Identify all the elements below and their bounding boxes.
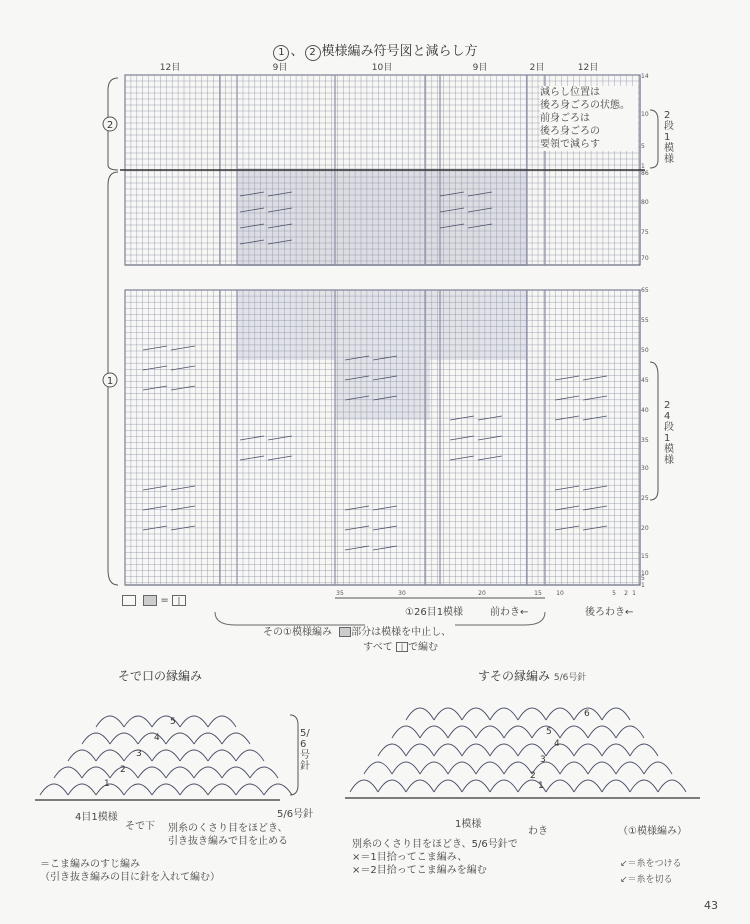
pattern-repeat-label: ①26目1模様 [405,607,464,618]
two-rows-note: 2段1模様 [664,110,674,165]
chain-loop [208,750,236,761]
bottom-tick: 10 [556,590,564,597]
chain-loop [420,726,448,738]
sleeve-edge-diagram [30,680,330,810]
chain-loop [194,767,222,778]
page-number: 43 [704,899,718,912]
chain-loop [616,726,644,738]
row-num: 65 [641,287,649,294]
chain-loop [588,726,616,738]
row-num: 45 [641,377,649,384]
cable-mark [450,436,502,440]
title-text: 模様編み符号図と減らし方 [321,44,478,59]
chain-loop [124,784,152,795]
round-num: 3 [540,755,546,765]
chain-loop [574,780,602,792]
chain-loop [574,744,602,756]
cable-mark [555,396,607,400]
legend-symbol: | [396,642,408,652]
bottom-legend-line: ＝こま編みのすじ編み [40,859,140,870]
row-num: 5 [641,143,645,150]
legend-symbol: | [172,595,186,606]
row-num: 86 [641,170,649,177]
round-num: 3 [136,749,142,759]
chain-loop [406,744,434,756]
chain-loop [420,762,448,774]
chain-loop [364,762,392,774]
chain-loop [560,762,588,774]
sleeve-note-text: で編む [408,642,438,653]
bottom-legend [40,858,220,884]
cut-text: ＝糸を切る [627,875,673,885]
row-num: 5 [641,575,645,582]
right-bracket-2-rows [650,110,658,168]
row-num: 80 [641,199,649,206]
cable-mark [555,376,607,380]
chain-loop [152,716,180,727]
cable-mark [143,386,195,390]
attach-legend [620,856,682,869]
round-num: 5 [170,717,176,727]
count-10: 10目 [371,63,393,73]
sleeve-pattern-note [263,625,451,655]
shaded-square-icon [339,627,351,637]
row-num: 15 [641,553,649,560]
chain-loop [264,784,292,795]
chain-loop [222,767,250,778]
round-num: 4 [554,739,560,749]
decrease-note-line: 減らし位置は [540,87,600,98]
row-num: 14 [641,73,649,80]
row-num: 1 [641,163,645,170]
back-side-text: 後ろわき [585,607,625,618]
bottom-tick: 2 [624,590,628,597]
row-num: 10 [641,570,649,577]
chain-loop [406,708,434,720]
shaded-area-top [237,168,527,266]
chain-loop [68,750,96,761]
chain-loop [378,744,406,756]
decrease-note-line: 後ろ身ごろの [540,126,600,137]
hem-instruction-line: 別糸のくさり目をほどき、5/6号針で [352,839,518,850]
circle-marker-2: 2 [305,45,321,61]
back-side-label [585,603,633,618]
hem-instruction-x1: ×＝1目拾ってこま編み、 [352,852,468,863]
round-num: 6 [584,709,590,719]
chain-loop [658,780,686,792]
chain-loop [546,780,574,792]
hem-instruction [352,838,518,877]
chain-loop [138,767,166,778]
legend-equals: = [160,595,169,606]
chain-loop [630,744,658,756]
hem-edge-title-text: すその縁編み [478,669,551,683]
round-num: 2 [530,771,536,781]
blank-square-icon [122,595,136,606]
chain-loop [96,750,124,761]
chain-loop [434,708,462,720]
chain-loop [602,744,630,756]
chain-loop [350,780,378,792]
left-marker-1: 1 [106,376,114,387]
arrow-icon: ← [625,607,634,618]
bottom-tick: 15 [534,590,542,597]
chain-loop [96,716,124,727]
chain-loop [434,780,462,792]
sleeve-instruction [168,822,288,848]
front-side-label [490,603,528,618]
chain-loop [152,784,180,795]
decrease-note-line: 要領で減らす [540,139,600,150]
chain-loop [504,726,532,738]
shaded-square-icon [143,595,157,606]
round-num: 1 [538,781,544,791]
round-num: 5 [546,727,552,737]
chain-loop [222,733,250,744]
chain-loop [644,762,672,774]
chain-loop [392,762,420,774]
decrease-note [540,86,638,151]
bottom-tick: 1 [632,590,636,597]
attach-icon: ↙ [620,859,628,869]
chain-loop [236,750,264,761]
sleeve-note-line-1 [263,625,451,640]
sleeve-needle-label: 5/6号針 [300,728,310,772]
bottom-legend-line: （引き抜き編みの目に針を入れて編む） [40,872,220,883]
cable-mark [143,486,195,490]
circle-marker-1: 1 [273,45,289,61]
chain-loop [180,750,208,761]
sleeve-one-pattern: 4目1模様 [75,812,118,823]
bottom-tick: 5 [612,590,616,597]
sleeve-note-text: すべて [363,642,393,653]
chain-loop [194,733,222,744]
chain-loop [68,784,96,795]
chain-loop [54,767,82,778]
chain-loop [616,762,644,774]
chain-loop [546,708,574,720]
row-num: 20 [641,525,649,532]
round-num: 2 [120,765,126,775]
chain-loop [560,726,588,738]
count-9b: 9目 [472,63,488,73]
chain-loop [490,744,518,756]
cable-mark [555,486,607,490]
count-12a: 12目 [159,63,181,73]
row-num: 50 [641,347,649,354]
cable-mark [143,346,195,350]
sleeve-instruction-line: 別糸のくさり目をほどき、 [168,823,288,834]
row-num: 40 [641,407,649,414]
chain-loop [180,784,208,795]
bottom-tick: 35 [336,590,344,597]
chain-loop [180,716,208,727]
bottom-tick: 30 [398,590,406,597]
sleeve-needle-side: 5/6号針 [277,809,314,820]
chain-loop [462,708,490,720]
chain-loop [250,767,278,778]
row-num: 30 [641,465,649,472]
chain-loop [448,726,476,738]
round-num: 4 [154,733,160,743]
sleeve-instruction-line: 引き抜き編みで目を止める [168,836,288,847]
round-num: 1 [104,779,110,789]
hem-one-pattern: 1模様 [455,819,482,830]
cut-icon: ↙ [620,875,628,885]
cable-mark [450,456,502,460]
chain-loop [152,750,180,761]
chain-loop [82,767,110,778]
chain-loop [532,762,560,774]
hem-pattern-ref: （①模様編み） [618,826,687,837]
chain-loop [602,708,630,720]
count-9a: 9目 [272,63,288,73]
chain-loop [406,780,434,792]
chain-loop [82,733,110,744]
chain-loop [462,780,490,792]
shaded-area-mid [237,290,527,360]
twentyfour-rows-note: 24段1模様 [664,400,674,466]
chain-loop [588,762,616,774]
row-num: 55 [641,317,649,324]
chain-loop [110,733,138,744]
chain-loop [518,708,546,720]
chain-loop [236,784,264,795]
sleeve-bottom-label: そで下 [125,821,155,832]
chain-loop [208,784,236,795]
chain-loop [448,762,476,774]
symbol-legend [122,593,186,609]
chain-loop [476,726,504,738]
sleeve-edge-title: そで口の縁編み [118,669,203,683]
chain-loop [434,744,462,756]
row-num: 10 [641,111,649,118]
row-num: 70 [641,255,649,262]
chain-loop [546,744,574,756]
chain-loop [138,733,166,744]
row-num: 35 [641,437,649,444]
title-separator: 、 [290,44,304,59]
hem-needle: 5/6号針 [553,673,587,683]
chain-loop [166,733,194,744]
needle-bracket [290,715,298,795]
left-marker-2: 2 [106,120,114,131]
chain-loop [462,744,490,756]
bottom-tick: 20 [478,590,486,597]
chain-loop [392,726,420,738]
chain-loop [490,708,518,720]
sleeve-note-text: その①模様編み [263,627,332,638]
chain-loop [378,780,406,792]
decrease-note-line: 後ろ身ごろの状態。 [540,100,630,111]
front-side-text: 前わき [490,607,520,618]
chain-loop [40,784,68,795]
chain-loop [208,716,236,727]
hem-edge-diagram [340,680,710,810]
sleeve-note-text: 部分は模様を中止し、 [351,627,452,638]
attach-text: ＝糸をつける [627,859,682,869]
hem-instruction-x2: ×＝2目拾ってこま編みを編む [352,865,487,876]
chain-loop [166,767,194,778]
cable-mark [345,546,397,550]
chain-loop [504,762,532,774]
row-num: 25 [641,495,649,502]
sleeve-note-line-2 [263,640,451,655]
chain-loop [476,762,504,774]
count-2: 2目 [529,63,545,73]
hem-side-label: わき [528,826,548,837]
row-num: 1 [641,582,645,589]
count-12b: 12目 [577,63,599,73]
cut-legend [620,872,673,885]
decrease-note-line: 前身ごろは [540,113,590,124]
chain-loop [96,784,124,795]
chain-loop [124,716,152,727]
arrow-icon: ← [520,607,529,618]
chain-loop [630,780,658,792]
chain-loop [602,780,630,792]
row-num: 75 [641,229,649,236]
chain-loop [490,780,518,792]
right-bracket-24-rows [650,362,658,500]
